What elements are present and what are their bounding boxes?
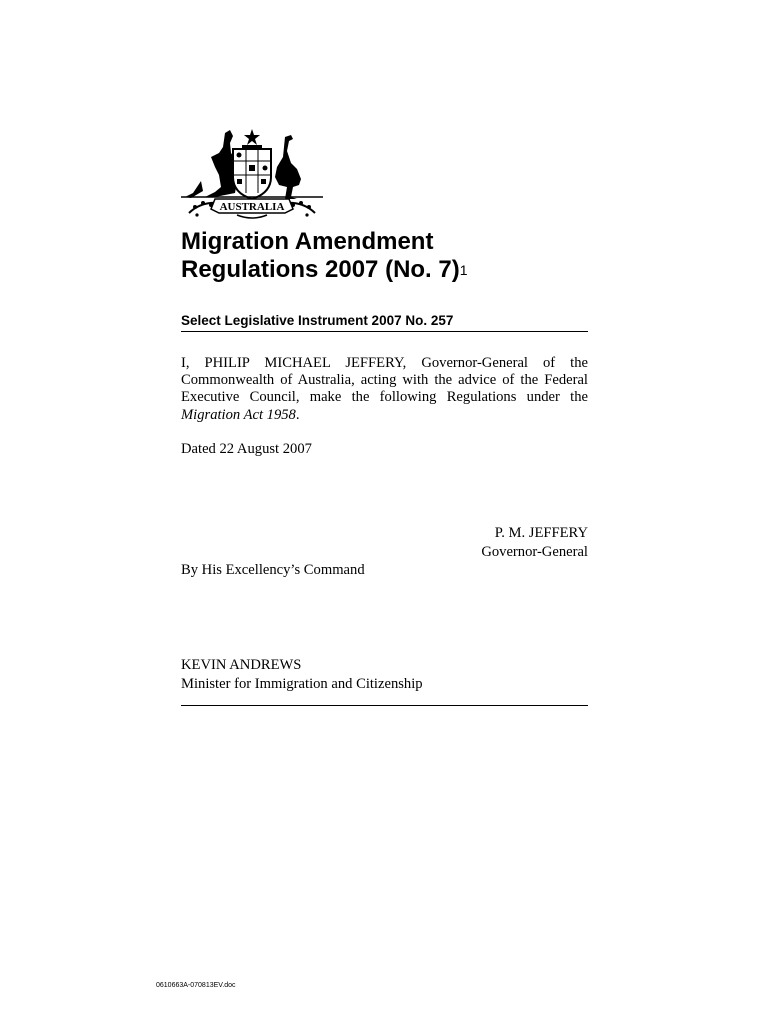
minister-name: KEVIN ANDREWS xyxy=(181,657,302,673)
signatory-name: P. M. JEFFERY xyxy=(494,525,588,541)
command-line: By His Excellency’s Command xyxy=(181,562,365,578)
date-line: Dated 22 August 2007 xyxy=(181,441,312,457)
file-reference: 0610663A-070813EV.doc xyxy=(156,982,236,989)
footnote-reference: 1 xyxy=(459,262,468,278)
title-line-2-text: Regulations 2007 (No. 7) xyxy=(181,256,460,283)
preamble-paragraph xyxy=(181,355,588,424)
signatory-title: Governor-General xyxy=(481,544,588,560)
minister-title: Minister for Immigration and Citizenship xyxy=(181,676,423,692)
preamble-intro: I, PHILIP MICHAEL JEFFERY, Governor-General of the Commonwealth of Australia, acting with the advice of the Federal Executive Council, make the following Regulations under the xyxy=(181,355,588,406)
svg-text:AUSTRALIA: AUSTRALIA xyxy=(219,201,285,213)
act-name: Migration Act 1958 xyxy=(181,406,296,423)
title-line-1: Migration Amendment xyxy=(181,228,434,255)
preamble-end: . xyxy=(295,406,300,423)
closing-rule xyxy=(181,705,588,706)
instrument-number: Select Legislative Instrument 2007 No. 257 xyxy=(181,313,588,332)
document-title xyxy=(181,228,601,286)
title-line-2 xyxy=(181,256,601,286)
coat-of-arms-logo xyxy=(181,127,323,223)
